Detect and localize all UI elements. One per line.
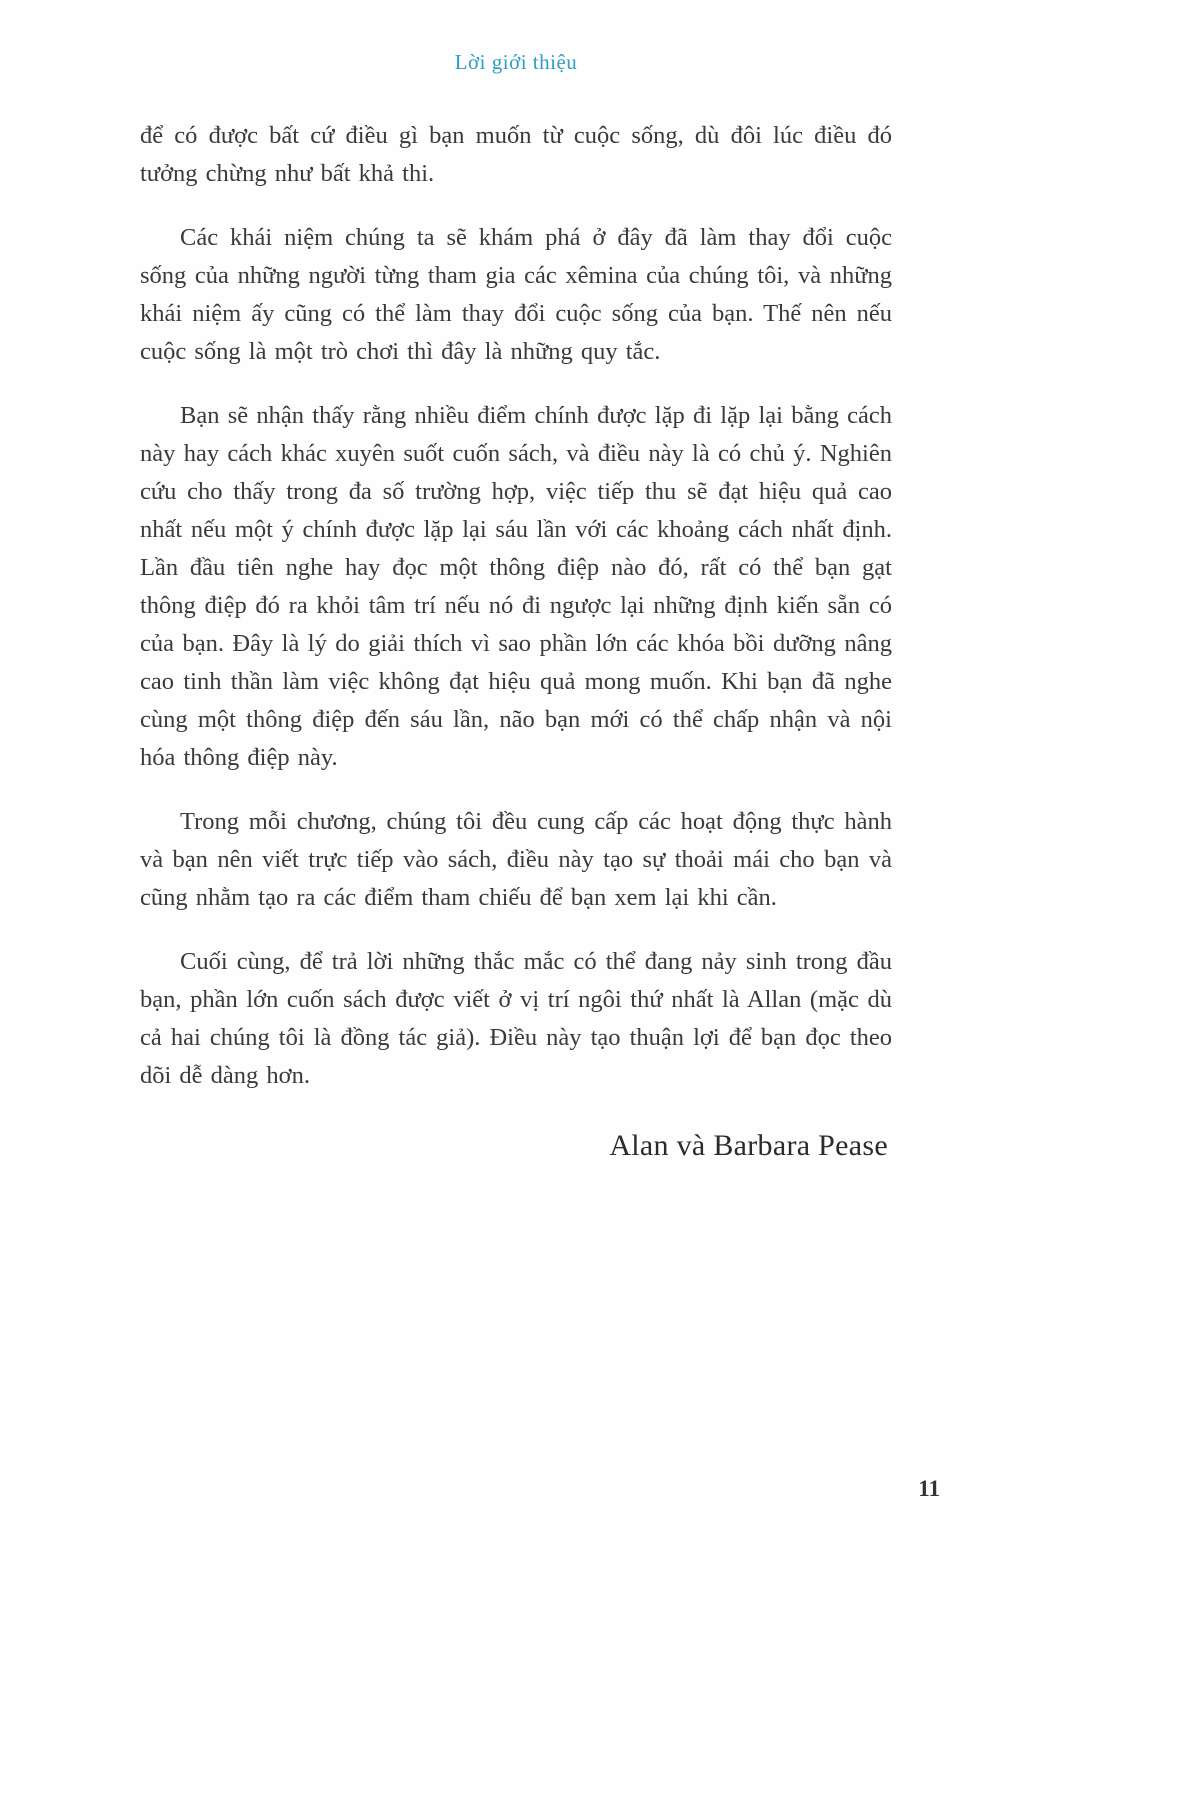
paragraph: Các khái niệm chúng ta sẽ khám phá ở đây đã làm thay đổi cuộc sống của những người từng tham gia các xêmina của chúng tôi, và những khái niệm ấy cũng có thể làm thay đổi cuộc sống của bạn. Thế nên nếu cuộc sống là một trò chơi thì đây là những quy tắc. — [140, 224, 892, 365]
page-number: 11 — [918, 1476, 940, 1501]
paragraph: để có được bất cứ điều gì bạn muốn từ cuộc sống, dù đôi lúc điều đó tưởng chừng như bất khả thi. — [140, 122, 892, 187]
author-signature: Alan và Barbara Pease — [609, 1129, 888, 1162]
page-content — [140, 0, 892, 1163]
paragraph: Cuối cùng, để trả lời những thắc mắc có thể đang nảy sinh trong đầu bạn, phần lớn cuốn sách được viết ở vị trí ngôi thứ nhất là Allan (mặc dù cả hai chúng tôi là đồng tác giả). Điều này tạo thuận lợi để bạn đọc theo dõi dễ dàng hơn. — [140, 948, 892, 1089]
paragraph: Trong mỗi chương, chúng tôi đều cung cấp các hoạt động thực hành và bạn nên viết trực tiếp vào sách, điều này tạo sự thoải mái cho bạn và cũng nhằm tạo ra các điểm tham chiếu để bạn xem lại khi cần. — [140, 808, 892, 911]
paragraph: Bạn sẽ nhận thấy rằng nhiều điểm chính được lặp đi lặp lại bằng cách này hay cách khác xuyên suốt cuốn sách, và điều này là có chủ ý. Nghiên cứu cho thấy trong đa số trường hợp, việc tiếp thu sẽ đạt hiệu quả cao nhất nếu một ý chính được lặp lại sáu lần với các khoảng cách nhất định. Lần đầu tiên nghe hay đọc một thông điệp nào đó, rất có thể bạn gạt thông điệp đó ra khỏi tâm trí nếu nó đi ngược lại những định kiến sẵn có của bạn. Đây là lý do giải thích vì sao phần lớn các khóa bồi dưỡng nâng cao tinh thần làm việc không đạt hiệu quả mong muốn. Khi bạn đã nghe cùng một thông điệp đến sáu lần, não bạn mới có thể chấp nhận và nội hóa thông điệp này. — [140, 402, 892, 771]
running-header: Lời giới thiệu — [454, 50, 578, 74]
